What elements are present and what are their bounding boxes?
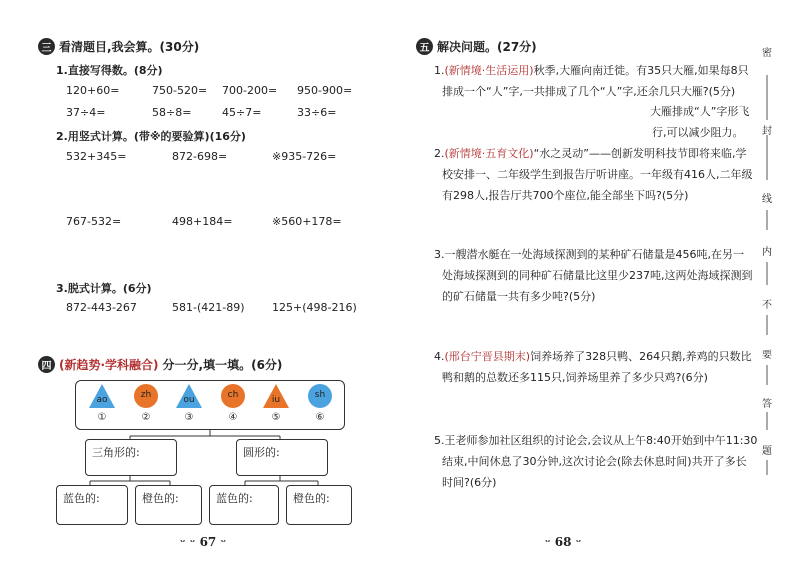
calc-item: 498+184=	[172, 215, 233, 228]
calc-item: 750-520=	[152, 84, 208, 97]
note-line: 大雁排成“人”字形飞	[650, 105, 750, 118]
shape-label: ch	[227, 390, 239, 400]
calc-item: 767-532=	[66, 215, 122, 228]
calc-item: 120+60=	[66, 84, 120, 97]
problem-number: 2.	[434, 147, 445, 160]
section-4-title: 分一分,填一填。(6分)	[162, 358, 283, 372]
calc-item: ※560+178=	[272, 215, 342, 228]
problem-line: 时间?(6分)	[442, 476, 497, 489]
section-3-number: 三	[38, 38, 55, 55]
calc-item: 532+345=	[66, 150, 127, 163]
orange-label: 橙色的:	[142, 492, 179, 505]
calc-item: 872-698=	[172, 150, 228, 163]
circle-group-box[interactable]	[236, 439, 328, 476]
classification-tree-lines	[0, 0, 395, 566]
calc-item: 700-200=	[222, 84, 278, 97]
triangle-blue-box[interactable]	[56, 485, 128, 525]
problem-line: “水之灵动”——创新发明科技节即将来临,学	[533, 147, 747, 160]
q1-title: 1.直接写得数。(8分)	[56, 64, 163, 77]
seal-char: 要	[762, 350, 772, 361]
shape-number: ⑥	[315, 412, 325, 423]
problem-line: 处海域探测到的同种矿石储量比这里少237吨,这两处海域探测到	[442, 269, 753, 282]
shape-number: ⑤	[271, 412, 281, 423]
section-4-tag: (新趋势·学科融合)	[59, 358, 159, 372]
problem-tag: (邢台宁晋县期末)	[444, 350, 531, 363]
orange-label: 橙色的:	[293, 492, 330, 505]
seal-char: 内	[762, 247, 772, 258]
right-page	[400, 0, 800, 566]
calc-item: ※935-726=	[272, 150, 337, 163]
section-5-number: 五	[416, 38, 433, 55]
problem-number: 3.	[434, 248, 445, 261]
shape-number: ①	[97, 412, 107, 423]
calc-item: 872-443-267	[66, 301, 137, 314]
seal-char: 答	[762, 399, 772, 410]
problem-tag: (新情境·五育文化)	[444, 147, 534, 160]
triangle-orange-box[interactable]	[135, 485, 202, 525]
problem-line: 鸭和鹅的总数还多115只,饲养场里养了多少只鸡?(6分)	[442, 371, 708, 384]
footer-ornament-icon: ᵕ	[575, 535, 582, 549]
footer-ornament-icon: ᵕ	[220, 535, 227, 549]
page-footer-right	[545, 535, 581, 549]
seal-line	[400, 0, 800, 566]
triangle-group-label: 三角形的:	[92, 446, 140, 459]
section-5-title: 解决问题。(27分)	[437, 40, 537, 54]
problem-line: 秋季,大雁向南迁徙。有35只大雁,如果每8只	[533, 64, 749, 77]
footer-ornament-icon: ᵕ	[545, 535, 555, 549]
q3-title: 3.脱式计算。(6分)	[56, 282, 152, 295]
section-4-number: 四	[38, 356, 55, 373]
shape-label: ou	[183, 395, 195, 405]
seal-char: 密	[762, 48, 772, 59]
circle-group-label: 圆形的:	[243, 446, 280, 459]
calc-item: 33÷6=	[297, 106, 337, 119]
shape-number: ④	[228, 412, 238, 423]
blue-label: 蓝色的:	[216, 492, 253, 505]
calc-item: 581-(421-89)	[172, 301, 245, 314]
section-3-title: 看清题目,我会算。(30分)	[59, 40, 200, 54]
problem-line: 的矿石储量一共有多少吨?(5分)	[442, 290, 596, 303]
problem-line: 结束,中间休息了30分钟,这次讨论会(除去休息时间)共开了多长	[442, 455, 747, 468]
q2-title: 2.用竖式计算。(带※的要验算)(16分)	[56, 130, 246, 143]
blue-label: 蓝色的:	[63, 492, 100, 505]
calc-item: 950-900=	[297, 84, 353, 97]
problem-number: 4.	[434, 350, 445, 363]
calc-item: 37÷4=	[66, 106, 106, 119]
circle-blue-box[interactable]	[209, 485, 279, 525]
shape-label: iu	[271, 395, 281, 405]
left-page	[0, 0, 395, 566]
problem-line: 校安排一、二年级学生到报告厅听讲座。一年级有416人,二年级	[442, 168, 753, 181]
page-number: 67	[199, 535, 217, 549]
page-footer-left	[180, 535, 226, 549]
problem-number: 5.	[434, 434, 445, 447]
problem-line: 有298人,报告厅共700个座位,能全部坐下吗?(5分)	[442, 189, 689, 202]
calc-item: 125+(498-216)	[272, 301, 357, 314]
problem-line: 饲养场养了328只鸭、264只鹅,养鸡的只数比	[530, 350, 752, 363]
triangle-group-box[interactable]	[85, 439, 177, 476]
problem-tag: (新情境·生活运用)	[444, 64, 534, 77]
problem-number: 1.	[434, 64, 445, 77]
shape-label: sh	[314, 390, 326, 400]
calc-item: 45÷7=	[222, 106, 262, 119]
seal-char: 题	[762, 446, 772, 457]
shape-label: ao	[96, 395, 108, 405]
seal-char: 不	[762, 300, 772, 311]
problem-line: 王老师参加社区组织的讨论会,会议从上午8:40开始到中午11:30	[444, 434, 758, 447]
problem-line: 一艘潜水艇在一处海域探测到的某种矿石储量是456吨,在另一	[444, 248, 744, 261]
circle-orange-box[interactable]	[286, 485, 352, 525]
problem-line: 排成一个“人”字,一共排成了几个“人”字,还余几只大雁?(5分)	[442, 85, 736, 98]
shape-number: ②	[141, 412, 151, 423]
calc-item: 58÷8=	[152, 106, 192, 119]
shape-number: ③	[184, 412, 194, 423]
note-line: 行,可以减少阻力。	[652, 126, 744, 139]
seal-char: 线	[762, 194, 772, 205]
seal-char: 封	[762, 126, 772, 137]
shape-label: zh	[140, 390, 152, 400]
page-number: 68	[554, 535, 572, 549]
footer-ornament-icon: ᵕ ᵕ	[180, 535, 200, 549]
